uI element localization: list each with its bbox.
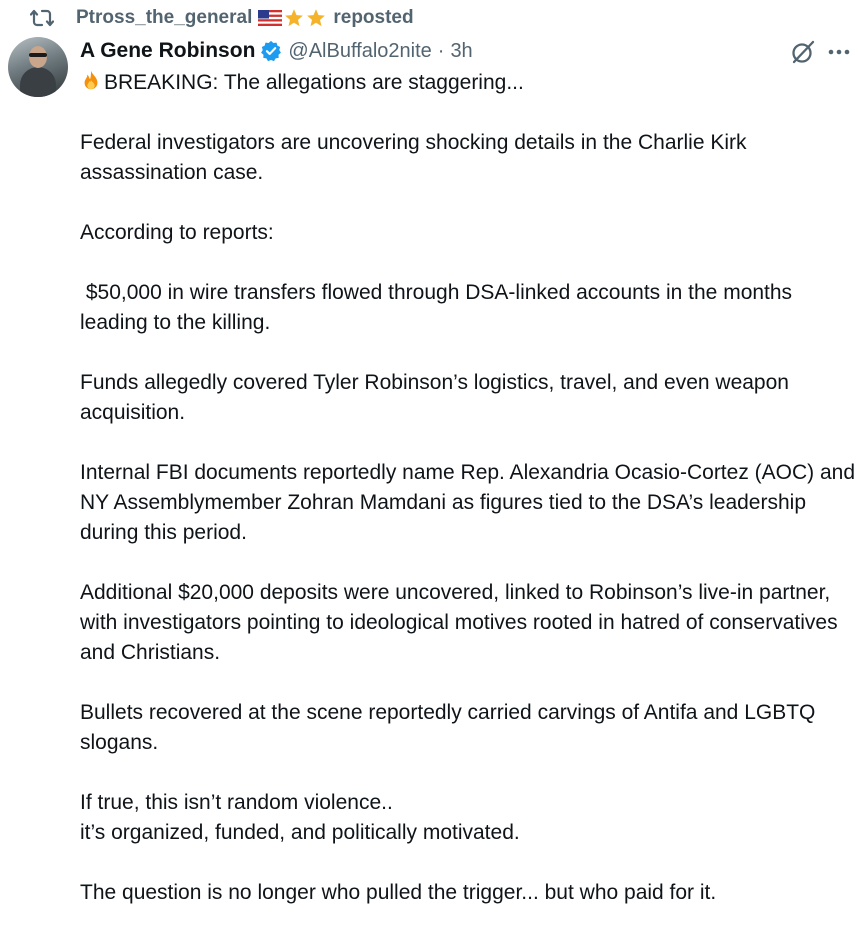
more-icon[interactable] — [826, 40, 852, 64]
tweet-paragraph: $50,000 in wire transfers flowed through DSA-linked accounts in the months leading to the killing. — [80, 281, 798, 334]
display-name[interactable]: A Gene Robinson — [80, 39, 256, 62]
user-handle[interactable]: @AlBuffalo2nite — [288, 39, 432, 62]
tweet-header — [80, 36, 473, 66]
separator-dot: · — [437, 39, 445, 62]
reposter-name[interactable]: Ptross_the_general — [76, 7, 253, 28]
tweet-paragraph: According to reports: — [80, 221, 274, 244]
repost-context — [30, 5, 414, 31]
avatar[interactable] — [8, 37, 68, 97]
tweet-paragraph: The question is no longer who pulled the trigger... but who paid for it. — [80, 881, 717, 904]
tweet-paragraph — [80, 788, 860, 848]
tweet-paragraph: Internal FBI documents reportedly name Rep. Alexandria Ocasio-Cortez (AOC) and NY Assemblymember Zohran Mamdani as figures tied to the DSA’s leadership during this period. — [80, 461, 856, 544]
tweet-paragraph: Federal investigators are uncovering shocking details in the Charlie Kirk assassination case. — [80, 131, 747, 184]
star-icon — [284, 8, 304, 28]
tweet-text — [80, 68, 860, 938]
repost-icon — [30, 7, 54, 29]
tweet-paragraph: Additional $20,000 deposits were uncovered, linked to Robinson’s live-in partner, with investigators pointing to ideological motives rooted in hatred of conservatives and Christians. — [80, 581, 838, 664]
us-flag-icon — [258, 10, 282, 26]
tweet-paragraph: Bullets recovered at the scene reportedly carried carvings of Antifa and LGBTQ slogans. — [80, 701, 816, 754]
fire-icon — [80, 70, 102, 92]
grok-icon[interactable] — [789, 38, 817, 66]
tweet-line: If true, this isn’t random violence.. — [80, 791, 393, 814]
verified-badge-icon[interactable] — [260, 40, 282, 62]
repost-label: reposted — [333, 7, 414, 28]
tweet-line: it’s organized, funded, and politically motivated. — [80, 821, 520, 844]
tweet-headline: BREAKING: The allegations are staggering... — [104, 71, 524, 94]
timestamp[interactable]: 3h — [450, 39, 473, 62]
star-icon — [306, 8, 326, 28]
tweet-paragraph — [80, 68, 860, 98]
tweet-paragraph: Funds allegedly covered Tyler Robinson’s logistics, travel, and even weapon acquisition. — [80, 371, 789, 424]
